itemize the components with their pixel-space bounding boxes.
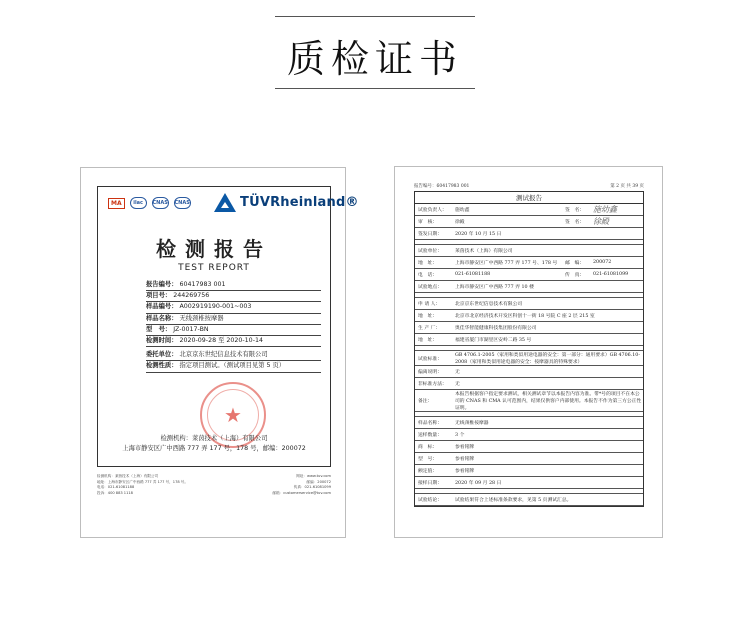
tuv-brand — [214, 193, 359, 212]
row-value: 北京市北京经济技术开发区科创十一街 18 号院 C 座 2 层 215 室 — [455, 314, 595, 319]
field-row: 检测性质： 指定项目测试。（测试项目见第 5 页） — [146, 361, 321, 372]
row-label: 型 号： — [418, 457, 438, 462]
table-row — [415, 257, 643, 269]
lab-name: 检测机构：莱茵技术（上海）有限公司 — [160, 435, 268, 442]
report-title-cn: 检测报告 — [156, 237, 272, 261]
page-number: 第 2 页 共 39 页 — [610, 184, 644, 189]
row-label: 试验负责人： — [418, 208, 447, 213]
table-row — [415, 204, 643, 216]
cma-logo: MA — [108, 198, 125, 209]
row-label: 试验标准： — [418, 356, 442, 362]
signature: 徐殿 — [593, 217, 609, 226]
row-value: GB 4706.1-2005（家用和类似用途电器的安全：第一部分：通用要求）GB 4706.10-2008（家用和类似用途电器的安全：按摩器具的特殊要求） — [455, 353, 640, 365]
footer-row: 地址：上海市静安区广中西路 777 弄 177 号，178 号。 邮编：200072 — [97, 479, 331, 484]
row-value: 无 — [455, 382, 460, 387]
row-value: 2020 年 09 月 28 日 — [455, 481, 502, 486]
field-row: 委托单位： 北京京东世纪信息技术有限公司 — [146, 350, 321, 361]
row-label: 试验地点： — [418, 285, 442, 290]
report-number: 报告编号：60417983 001 — [414, 184, 470, 189]
row-label: 电 话： — [418, 273, 438, 278]
stamp-star-icon: ★ — [224, 403, 242, 427]
table-title: 测试报告 — [415, 192, 643, 204]
table-row — [415, 310, 643, 322]
row-label: 试验单位： — [418, 249, 442, 254]
row-value: 无线颈椎按摩器 — [455, 421, 489, 426]
table-row — [415, 417, 643, 429]
row-label: 额定值： — [418, 469, 438, 474]
row-label: 申 请 人： — [418, 302, 441, 307]
footer-row: 检测机构：莱茵技术（上海）有限公司 网址：www.tuv.com — [97, 474, 331, 478]
lab-location: 上海市静安区广中西路 777 弄 177 号，178 号，邮编：200072 — [122, 445, 306, 452]
cnas-logo-2: CNAS — [174, 197, 191, 209]
row-value: 参看铭牌 — [455, 469, 475, 474]
row-label: 签发日期： — [418, 232, 442, 237]
cover-frame — [97, 186, 359, 467]
table-row — [415, 334, 643, 346]
title-top-rule — [275, 16, 475, 17]
row-value: 上海市静安区广中西路 777 弄 177 号、178 号 — [455, 261, 558, 266]
row-value: 上海市静安区广中西路 777 弄 10 楼 — [455, 285, 534, 290]
row-value: 021-61081188 — [455, 272, 491, 277]
row-label: 送样数量： — [418, 433, 442, 438]
footer-row: 投诉：400 883 1118 邮箱：customerservice@tuv.com — [97, 490, 331, 495]
footer-row: 电话：021-61081188 传真：021-61081099 — [97, 485, 331, 489]
row-value: 北京京东世纪信息技术有限公司 — [455, 302, 523, 307]
test-report-cover — [80, 167, 359, 538]
report-table — [414, 191, 644, 507]
row-value: 本报告根据客户指定要求测试，相关测试章节以本报告内容为准。带*号的项目不在本公司的 CNAS 和 CMA 认可范围内，结果仅供客户内部使用。本报告不作为第三方公正性证明。 — [455, 392, 642, 411]
row-value: 2020 年 10 月 15 日 — [455, 232, 502, 237]
cover-footer — [97, 474, 331, 496]
row-value: 试验结果符合上述标准条款要求，见第 5 页测试汇总。 — [455, 498, 572, 503]
table-row — [415, 366, 643, 378]
row-value: 参看铭牌 — [455, 457, 475, 462]
row-label-2: 签 名： — [565, 220, 585, 225]
report-title-en: TEST REPORT — [178, 263, 250, 273]
test-report-page-2 — [394, 166, 663, 538]
table-row — [415, 269, 643, 281]
row-value: 参看铭牌 — [455, 445, 475, 450]
tuv-triangle-icon — [214, 193, 236, 212]
row-label: 接样日期： — [418, 481, 442, 486]
page-header — [414, 183, 644, 189]
field-row: 样品名称： 无线颈椎按摩器 — [146, 314, 321, 325]
table-row — [415, 390, 643, 412]
row-label: 试验结论： — [418, 498, 442, 503]
row-label: 地 址： — [418, 314, 438, 319]
accreditation-logos — [108, 197, 191, 209]
row-value-2: 200072 — [593, 260, 612, 265]
cnas-logo: CNAS — [152, 197, 169, 209]
tuv-brand-text: TÜVRheinland® — [240, 195, 359, 210]
row-value: 无 — [455, 370, 460, 375]
table-rows — [415, 204, 643, 506]
row-value: 福建省厦门市湖里区安岭二路 35 号 — [455, 338, 532, 343]
row-label: 备注： — [418, 399, 433, 404]
row-value: 徐殿 — [455, 220, 465, 225]
table-row — [415, 322, 643, 334]
lab-address — [98, 434, 330, 454]
table-row — [415, 465, 643, 477]
field-row: 检测时间： 2020-09-28 至 2020-10-14 — [146, 336, 321, 347]
row-label-2: 传 真： — [565, 273, 585, 278]
table-row — [415, 429, 643, 441]
row-value: 施幼鑫 — [455, 208, 470, 213]
table-row — [415, 298, 643, 310]
row-label: 地 址： — [418, 338, 438, 343]
title-bottom-rule — [275, 88, 475, 89]
table-row — [415, 494, 643, 506]
row-label: 非标准方法： — [418, 382, 447, 387]
table-row — [415, 245, 643, 257]
row-value-2: 021-61081099 — [593, 272, 629, 277]
table-row — [415, 228, 643, 240]
field-row: 报告编号： 60417983 001 — [146, 280, 321, 291]
field-row: 项目号： 244269756 — [146, 291, 321, 302]
row-label: 地 址： — [418, 261, 438, 266]
ilac-logo: ilac — [130, 197, 147, 209]
row-label: 样品名称： — [418, 421, 442, 426]
table-row — [415, 281, 643, 293]
row-label-2: 签 名： — [565, 208, 585, 213]
row-value: 奥佳华智能健康科技集团股份有限公司 — [455, 326, 537, 331]
report-fields — [146, 280, 321, 373]
table-row — [415, 477, 643, 489]
table-row — [415, 216, 643, 228]
row-label: 商 标： — [418, 445, 438, 450]
table-row — [415, 441, 643, 453]
signature: 施幼鑫 — [593, 205, 617, 214]
row-value: 3 个 — [455, 433, 465, 438]
row-label: 偏离说明： — [418, 370, 442, 375]
row-label: 生 产 厂： — [418, 326, 441, 331]
row-label: 审 核： — [418, 220, 438, 225]
page-title: 质检证书 — [286, 37, 463, 81]
field-row: 样品编号： A002919190-001~003 — [146, 302, 321, 313]
table-row — [415, 351, 643, 366]
table-row — [415, 453, 643, 465]
table-row — [415, 378, 643, 390]
field-row: 型 号： JZ-0017-BN — [146, 325, 321, 336]
row-label-2: 邮 编： — [565, 261, 585, 266]
row-value: 莱茵技术（上海）有限公司 — [455, 249, 513, 254]
